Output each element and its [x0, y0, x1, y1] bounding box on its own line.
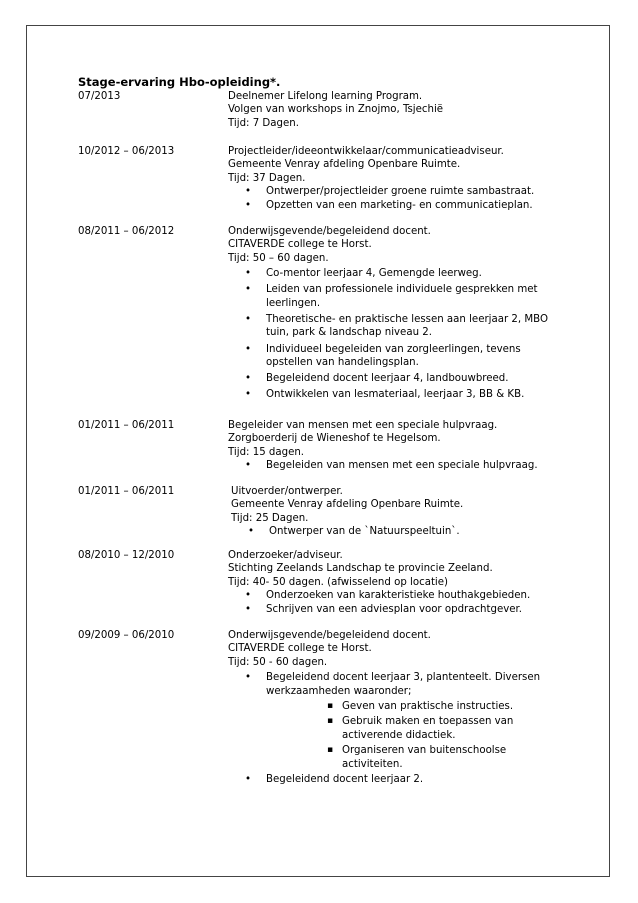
entry-body	[228, 225, 568, 405]
list-item: • Ontwerper van de `Natuurspeeltuin`.	[231, 525, 571, 538]
entry-date: 01/2011 – 06/2011	[78, 486, 175, 497]
list-item: • Begeleidend docent leerjaar 4, landbouwbreed.	[228, 372, 568, 385]
entry-organization: Stichting Zeelands Landschap te provincie Zeeland.	[228, 563, 493, 575]
entry-role: Deelnemer Lifelong learning Program.	[228, 91, 423, 102]
entry-organization: Volgen van workshops in Znojmo, Tsjechië	[228, 104, 444, 116]
list-item: • Leiden van professionele individuele gesprekken met leerlingen.	[228, 283, 568, 310]
entry-role: Onderwijsgevende/begeleidend docent.	[228, 630, 431, 641]
entry-duration: Tijd: 15 dagen.	[228, 446, 305, 458]
sub-list-item: ▪ Organiseren van buitenschoolse activiteiten.	[266, 744, 568, 771]
entry-body	[228, 145, 568, 212]
entry-body	[231, 485, 571, 539]
task-list	[231, 525, 571, 538]
list-item-text: Begeleidend docent leerjaar 3, plantenteelt. Diversen werkzaamheden waaronder;	[266, 672, 541, 697]
list-item: • Individueel begeleiden van zorgleerlingen, tevens opstellen van handelingsplan.	[228, 343, 568, 370]
entry-role: Uitvoerder/ontwerper.	[231, 486, 343, 497]
entry-date: 01/2011 – 06/2011	[78, 420, 175, 431]
list-item: • Ontwerper/projectleider groene ruimte sambastraat.	[228, 185, 568, 198]
entry-organization: Gemeente Venray afdeling Openbare Ruimte.	[228, 159, 461, 171]
entry-role: Onderzoeker/adviseur.	[228, 550, 343, 561]
sub-list-item: ▪ Gebruik maken en toepassen van activerende didactiek.	[266, 715, 568, 742]
list-item: • Begeleidend docent leerjaar 2.	[228, 773, 568, 786]
entry-duration: Tijd: 7 Dagen.	[228, 117, 299, 129]
task-list	[228, 671, 568, 786]
list-item: • Schrijven van een adviesplan voor opdrachtgever.	[228, 603, 568, 616]
task-list	[228, 267, 568, 402]
task-list	[228, 459, 568, 472]
entry-duration: Tijd: 25 Dagen.	[231, 512, 309, 524]
list-item: • Ontwikkelen van lesmateriaal, leerjaar 3, BB & KB.	[228, 388, 568, 401]
entry-role: Begeleider van mensen met een speciale hulpvraag.	[228, 420, 498, 431]
entry-role: Projectleider/ideeontwikkelaar/communicatieadviseur.	[228, 146, 504, 157]
entry-organization: CITAVERDE college te Horst.	[228, 643, 372, 655]
sub-task-list	[266, 700, 568, 771]
entry-body	[228, 549, 568, 616]
list-item: • Opzetten van een marketing- en communicatieplan.	[228, 199, 568, 212]
list-item	[228, 671, 568, 771]
task-list	[228, 589, 568, 616]
entry-organization: CITAVERDE college te Horst.	[228, 239, 372, 251]
entry-duration: Tijd: 50 - 60 dagen.	[228, 656, 328, 668]
entry-duration: Tijd: 50 – 60 dagen.	[228, 252, 329, 264]
entry-role: Onderwijsgevende/begeleidend docent.	[228, 226, 431, 237]
section-title: Stage-ervaring Hbo-opleiding*.	[78, 75, 281, 89]
entry-date: 07/2013	[78, 91, 121, 102]
entry-duration: Tijd: 40- 50 dagen. (afwisselend op locatie)	[228, 576, 449, 588]
entry-organization: Gemeente Venray afdeling Openbare Ruimte.	[231, 499, 464, 511]
list-item: • Co-mentor leerjaar 4, Gemengde leerweg.	[228, 267, 568, 280]
task-list	[228, 185, 568, 212]
entry-date: 08/2010 – 12/2010	[78, 550, 175, 561]
entry-body	[228, 419, 568, 473]
list-item: • Begeleiden van mensen met een speciale hulpvraag.	[228, 459, 568, 472]
entry-duration: Tijd: 37 Dagen.	[228, 172, 306, 184]
entry-date: 10/2012 – 06/2013	[78, 146, 175, 157]
list-item: • Theoretische- en praktische lessen aan leerjaar 2, MBO tuin, park & landschap niveau 2.	[228, 313, 568, 340]
entry-date: 08/2011 – 06/2012	[78, 226, 175, 237]
entry-organization: Zorgboerderij de Wieneshof te Hegelsom.	[228, 433, 441, 445]
entry-date: 09/2009 – 06/2010	[78, 630, 175, 641]
sub-list-item: ▪ Geven van praktische instructies.	[266, 700, 568, 713]
entry-body	[228, 629, 568, 786]
entry-body	[228, 90, 568, 130]
list-item: • Onderzoeken van karakteristieke houthakgebieden.	[228, 589, 568, 602]
